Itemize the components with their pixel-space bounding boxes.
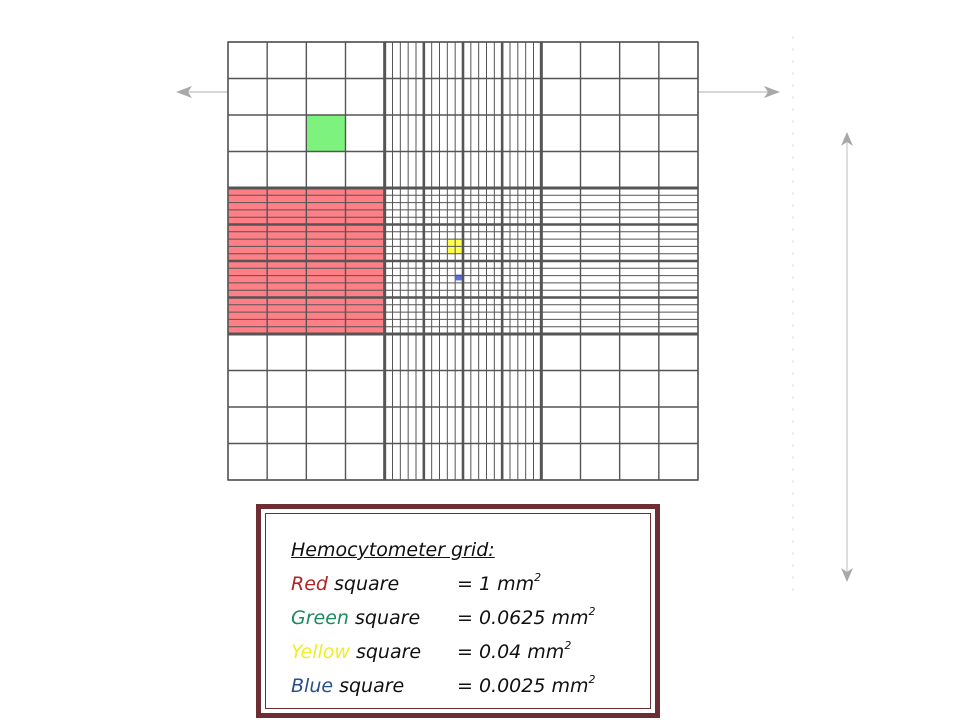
legend-label-red bbox=[291, 567, 457, 601]
green-square-word: square bbox=[348, 607, 421, 629]
legend-label-blue bbox=[291, 669, 457, 703]
green-square bbox=[306, 115, 345, 152]
green-value: = 0.0625 mm bbox=[457, 607, 589, 629]
yellow-square-word: square bbox=[349, 641, 422, 663]
red-square-word: square bbox=[327, 573, 400, 595]
red-exponent: 2 bbox=[534, 571, 542, 584]
red-value: = 1 mm bbox=[457, 573, 535, 595]
red-word: Red bbox=[291, 573, 328, 595]
blue-value: = 0.0025 mm bbox=[457, 675, 589, 697]
legend-title: Hemocytometer grid: bbox=[291, 539, 495, 561]
legend-text bbox=[291, 533, 596, 703]
green-exponent: 2 bbox=[588, 605, 596, 618]
legend-box bbox=[256, 504, 660, 718]
green-word: Green bbox=[291, 607, 349, 629]
blue-square-word: square bbox=[333, 675, 405, 697]
legend-row-red bbox=[291, 567, 596, 601]
blue-exponent: 2 bbox=[588, 673, 596, 686]
legend-label-yellow bbox=[291, 635, 457, 669]
yellow-exponent: 2 bbox=[564, 639, 572, 652]
yellow-word: Yellow bbox=[291, 641, 350, 663]
legend-row-blue bbox=[291, 669, 596, 703]
legend-label-green bbox=[291, 601, 457, 635]
yellow-value: = 0.04 mm bbox=[457, 641, 565, 663]
legend-row-green bbox=[291, 601, 596, 635]
legend-row-yellow bbox=[291, 635, 596, 669]
blue-word: Blue bbox=[291, 675, 334, 697]
